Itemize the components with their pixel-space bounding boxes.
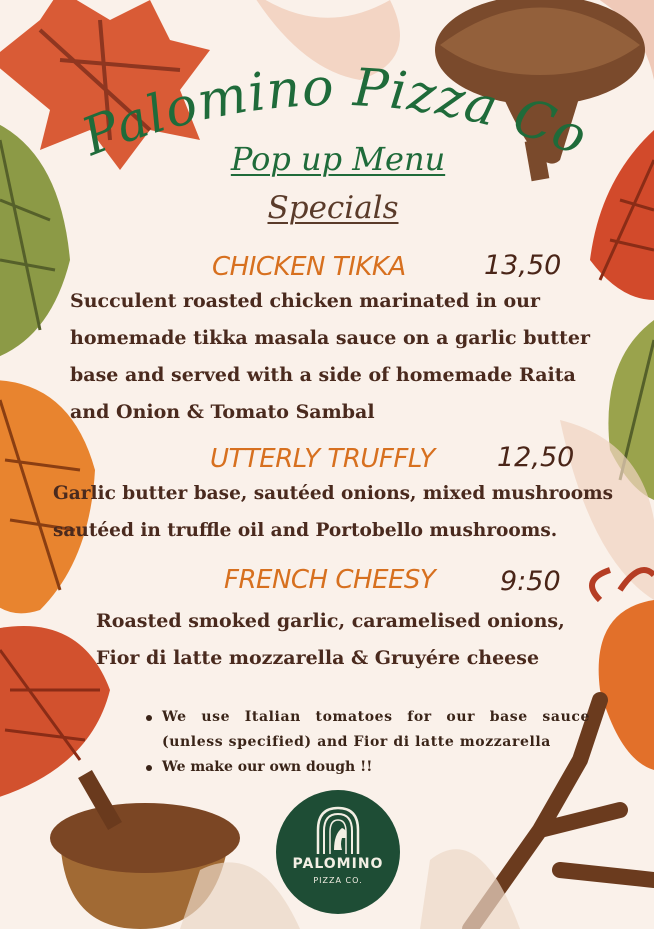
- palomino-logo: [276, 790, 400, 914]
- item-name-utterly-truffly: UTTERLY TRUFFLY: [210, 444, 435, 474]
- pumpkin-right: [592, 570, 654, 770]
- description-line: Garlic butter base, sautéed onions, mixed mushrooms: [53, 483, 614, 504]
- item-price-french-cheesy: 9:50: [500, 566, 561, 597]
- description-line: Roasted smoked garlic, caramelised onions,: [96, 610, 565, 632]
- description-line: base and served with a side of homemade Raita: [70, 364, 576, 386]
- popup-menu-subtitle: Pop up Menu: [230, 140, 446, 178]
- description-line: homemade tikka masala sauce on a garlic butter: [70, 327, 590, 349]
- description-line: and Onion & Tomato Sambal: [70, 401, 375, 423]
- note-item: We make our own dough !!: [140, 755, 590, 780]
- svg-text:Palomino Pizza Co: Palomino Pizza Co: [74, 60, 596, 168]
- item-description-chicken-tikka: [70, 283, 590, 431]
- description-line: Fior di latte mozzarella & Gruyére cheese: [96, 647, 540, 669]
- item-price-utterly-truffly: 12,50: [497, 442, 575, 473]
- note-item: We use Italian tomatoes for our base sauce (unless specified) and Fior di latte mozzarella: [140, 705, 590, 755]
- menu-notes: [140, 705, 590, 780]
- item-description-french-cheesy: [96, 603, 565, 677]
- logo-wordmark: PALOMINO: [292, 856, 384, 872]
- horse-arch-logo-icon: [312, 804, 364, 856]
- logo-subtext: PIZZA CO.: [313, 876, 363, 885]
- item-price-chicken-tikka: 13,50: [484, 250, 562, 281]
- item-name-chicken-tikka: CHICKEN TIKKA: [212, 252, 406, 282]
- specials-heading: Specials: [267, 190, 399, 226]
- description-line: sautéed in truffle oil and Portobello mushrooms.: [53, 520, 558, 541]
- item-description-utterly-truffly: [53, 475, 613, 549]
- item-name-french-cheesy: FRENCH CHEESY: [224, 565, 436, 595]
- description-line: Succulent roasted chicken marinated in our: [70, 290, 540, 312]
